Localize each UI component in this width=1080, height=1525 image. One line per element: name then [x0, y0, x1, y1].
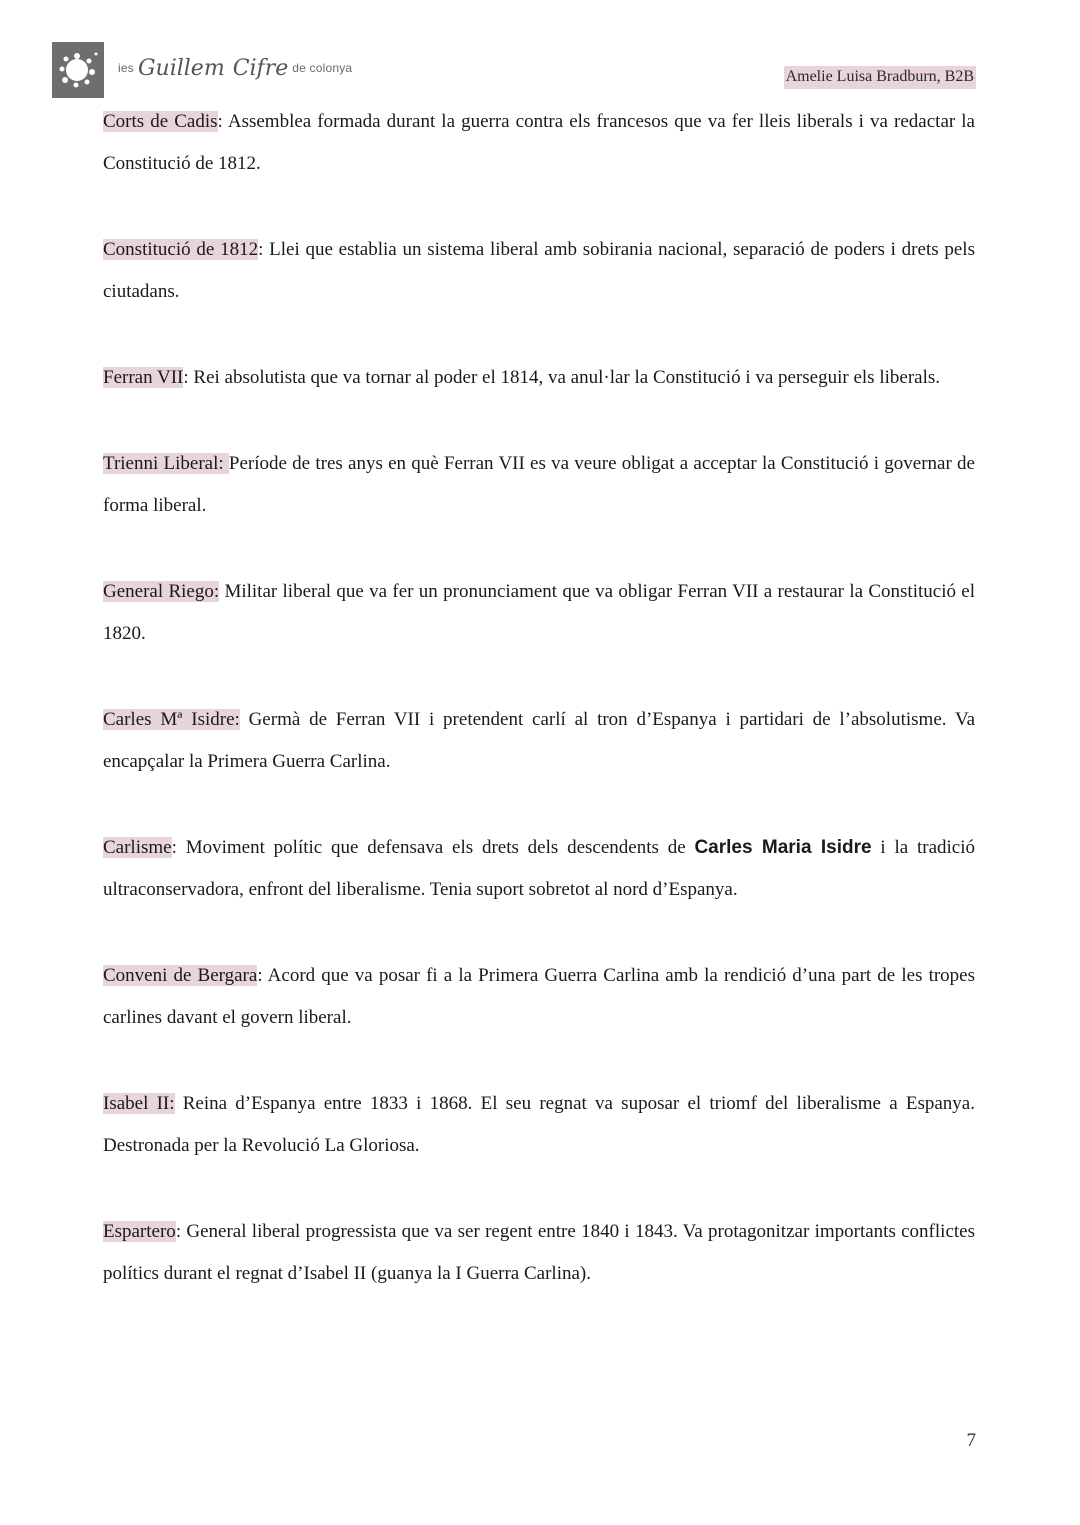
entry-term: Isabel II:: [103, 1093, 175, 1114]
entry-definition: Assemblea formada durant la guerra contra els francesos que va fer lleis liberals i va redactar la Constitució de 1812.: [103, 111, 975, 174]
glossary-entry: [103, 357, 975, 399]
author-label: Amelie Luisa Bradburn, B2B: [784, 66, 976, 89]
glossary-entry: [103, 955, 975, 1039]
entry-definition: Acord que va posar fi a la Primera Guerra Carlina amb la rendició d’una part de les tropes carlines davant el govern liberal.: [103, 965, 975, 1028]
brand-suffix: de colonya: [292, 61, 353, 75]
brand-name-first: Guillem: [137, 55, 225, 81]
entry-definition: General liberal progressista que va ser regent entre 1840 i 1843. Va protagonitzar importants conflictes polítics durant el regnat d’Isabel II (guanya la I Guerra Carlina).: [103, 1221, 975, 1284]
glossary-entry: [103, 443, 975, 527]
splash-emblem-icon: [52, 42, 104, 98]
entry-separator: :: [183, 367, 189, 388]
entry-definition-start: Moviment polític que defensava els drets dels descendents de: [176, 837, 695, 858]
entry-separator: :: [171, 837, 177, 858]
school-logo: [52, 42, 104, 98]
entry-separator: :: [217, 111, 223, 132]
entry-term: Carles Mª Isidre:: [103, 709, 240, 730]
entry-definition-end: i la tradició ultraconservadora, enfront del liberalisme. Tenia suport sobretot al nord d’Espanya.: [103, 837, 975, 900]
entry-term: Constitució de 1812: [103, 239, 259, 260]
entry-term: Ferran VII: [103, 367, 184, 388]
school-brand: [118, 48, 352, 88]
glossary-entry: [103, 101, 975, 185]
entry-definition: Germà de Ferran VII i pretendent carlí al tron d’Espanya i partidari de l’absolutisme. Va encapçalar la Primera Guerra Carlina.: [103, 709, 975, 772]
entry-definition: Militar liberal que va fer un pronunciament que va obligar Ferran VII a restaurar la Constitució el 1820.: [103, 581, 976, 644]
brand-name-second: Cifre: [232, 55, 289, 81]
glossary: [103, 101, 975, 1339]
entry-term: Espartero: [103, 1221, 176, 1242]
glossary-entry: [103, 1211, 975, 1295]
glossary-entry: [103, 229, 975, 313]
glossary-entry: [103, 1083, 975, 1167]
entry-term: Conveni de Bergara: [103, 965, 258, 986]
entry-definition: Període de tres anys en què Ferran VII es va veure obligat a acceptar la Constitució i governar de forma liberal.: [103, 453, 975, 516]
entry-separator: :: [257, 965, 263, 986]
entry-term: Trienni Liberal:: [103, 453, 229, 474]
glossary-entry: [103, 699, 975, 783]
page-number: 7: [966, 1430, 976, 1451]
entry-definition: Llei que establia un sistema liberal amb sobirania nacional, separació de poders i drets pels ciutadans.: [103, 239, 975, 302]
entry-separator: :: [175, 1221, 182, 1242]
entry-definition: Reina d’Espanya entre 1833 i 1868. El seu regnat va suposar el triomf del liberalisme a Espanya. Destronada per la Revolució La Gloriosa.: [103, 1093, 975, 1156]
glossary-entry: [103, 827, 975, 911]
glossary-entry: [103, 571, 975, 655]
entry-term: Corts de Cadis: [103, 111, 218, 132]
entry-term: General Riego:: [103, 581, 220, 602]
entry-definition: Rei absolutista que va tornar al poder el 1814, va anul·lar la Constitució i va perseguir els liberals.: [188, 367, 941, 388]
entry-term: Carlisme: [103, 837, 172, 858]
brand-prefix: ies: [118, 61, 134, 75]
entry-separator: :: [258, 239, 264, 260]
entry-bold-name: Carles Maria Isidre: [694, 837, 872, 858]
